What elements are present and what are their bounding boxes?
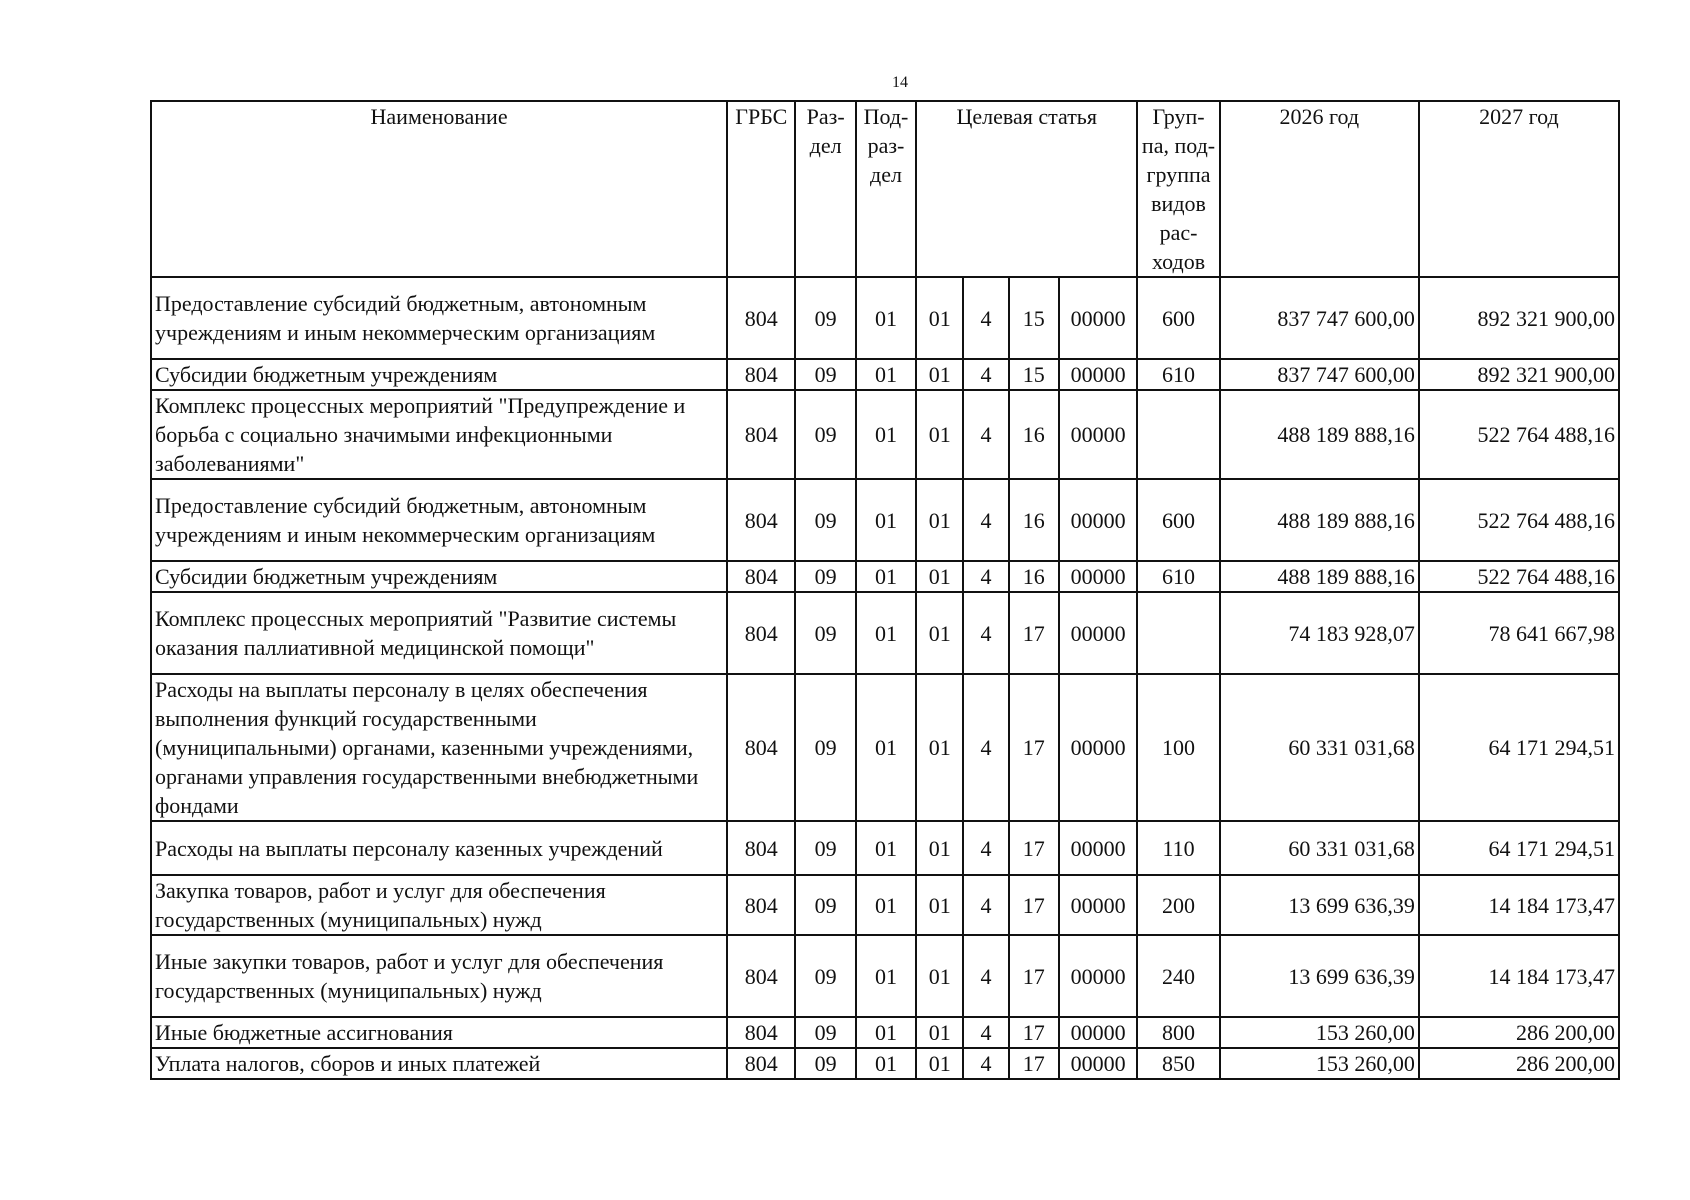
row-razdel: 09 — [795, 277, 855, 359]
row-target-program: 01 — [916, 674, 963, 821]
table-row — [151, 561, 1619, 592]
row-amount-2026: 488 189 888,16 — [1220, 561, 1419, 592]
header-grbs: ГРБС — [727, 101, 795, 277]
row-target-program: 01 — [916, 390, 963, 479]
budget-table — [150, 100, 1620, 1080]
row-razdel: 09 — [795, 479, 855, 561]
row-expense-group: 610 — [1137, 359, 1219, 390]
row-target-program: 01 — [916, 592, 963, 674]
row-razdel: 09 — [795, 1017, 855, 1048]
row-name: Иные закупки товаров, работ и услуг для обеспечения государственных (муниципальных) нужд — [151, 935, 727, 1017]
row-grbs: 804 — [727, 821, 795, 875]
row-podrazdel: 01 — [856, 592, 916, 674]
row-amount-2027: 286 200,00 — [1419, 1048, 1619, 1079]
row-amount-2027: 522 764 488,16 — [1419, 479, 1619, 561]
row-name: Иные бюджетные ассигнования — [151, 1017, 727, 1048]
row-podrazdel: 01 — [856, 277, 916, 359]
row-target-direction: 00000 — [1059, 1048, 1137, 1079]
row-target-direction: 00000 — [1059, 875, 1137, 935]
row-grbs: 804 — [727, 390, 795, 479]
row-podrazdel: 01 — [856, 935, 916, 1017]
row-target-complex: 15 — [1009, 359, 1059, 390]
table-row — [151, 359, 1619, 390]
row-target-program: 01 — [916, 277, 963, 359]
table-row — [151, 1017, 1619, 1048]
row-amount-2027: 78 641 667,98 — [1419, 592, 1619, 674]
row-target-direction: 00000 — [1059, 390, 1137, 479]
row-podrazdel: 01 — [856, 479, 916, 561]
row-grbs: 804 — [727, 935, 795, 1017]
row-grbs: 804 — [727, 1048, 795, 1079]
row-podrazdel: 01 — [856, 674, 916, 821]
row-podrazdel: 01 — [856, 1017, 916, 1048]
row-amount-2026: 60 331 031,68 — [1220, 821, 1419, 875]
row-grbs: 804 — [727, 875, 795, 935]
row-target-complex: 16 — [1009, 561, 1059, 592]
row-target-direction: 00000 — [1059, 592, 1137, 674]
row-expense-group: 200 — [1137, 875, 1219, 935]
header-year-2026: 2026 год — [1220, 101, 1419, 277]
row-expense-group: 800 — [1137, 1017, 1219, 1048]
header-razdel: Раз-дел — [795, 101, 855, 277]
row-amount-2026: 153 260,00 — [1220, 1017, 1419, 1048]
row-target-type: 4 — [963, 390, 1008, 479]
row-amount-2026: 13 699 636,39 — [1220, 875, 1419, 935]
row-amount-2026: 153 260,00 — [1220, 1048, 1419, 1079]
table-row — [151, 875, 1619, 935]
row-target-program: 01 — [916, 1048, 963, 1079]
row-target-type: 4 — [963, 1048, 1008, 1079]
row-target-complex: 17 — [1009, 1048, 1059, 1079]
row-grbs: 804 — [727, 561, 795, 592]
header-year-2027: 2027 год — [1419, 101, 1619, 277]
row-expense-group: 610 — [1137, 561, 1219, 592]
row-expense-group: 100 — [1137, 674, 1219, 821]
row-name: Предоставление субсидий бюджетным, автономным учреждениям и иным некоммерческим организациям — [151, 479, 727, 561]
row-razdel: 09 — [795, 674, 855, 821]
row-amount-2027: 14 184 173,47 — [1419, 875, 1619, 935]
row-podrazdel: 01 — [856, 1048, 916, 1079]
table-row — [151, 821, 1619, 875]
row-target-direction: 00000 — [1059, 479, 1137, 561]
row-amount-2026: 837 747 600,00 — [1220, 359, 1419, 390]
row-target-program: 01 — [916, 875, 963, 935]
row-expense-group: 600 — [1137, 277, 1219, 359]
row-amount-2026: 488 189 888,16 — [1220, 390, 1419, 479]
header-podrazdel: Под-раз-дел — [856, 101, 916, 277]
row-target-complex: 17 — [1009, 674, 1059, 821]
table-row — [151, 390, 1619, 479]
row-target-type: 4 — [963, 561, 1008, 592]
row-expense-group — [1137, 592, 1219, 674]
row-amount-2027: 64 171 294,51 — [1419, 674, 1619, 821]
row-amount-2026: 488 189 888,16 — [1220, 479, 1419, 561]
table-row — [151, 1048, 1619, 1079]
row-name: Субсидии бюджетным учреждениям — [151, 359, 727, 390]
row-grbs: 804 — [727, 277, 795, 359]
row-target-direction: 00000 — [1059, 359, 1137, 390]
row-target-type: 4 — [963, 592, 1008, 674]
row-name: Комплекс процессных мероприятий "Развитие системы оказания паллиативной медицинской помощи" — [151, 592, 727, 674]
row-target-complex: 17 — [1009, 592, 1059, 674]
page-number: 14 — [892, 74, 908, 91]
row-target-type: 4 — [963, 1017, 1008, 1048]
row-amount-2027: 522 764 488,16 — [1419, 561, 1619, 592]
header-expense-group: Груп-па, под-группа видов рас-ходов — [1137, 101, 1219, 277]
row-name: Уплата налогов, сборов и иных платежей — [151, 1048, 727, 1079]
row-target-complex: 15 — [1009, 277, 1059, 359]
table-row — [151, 935, 1619, 1017]
row-amount-2026: 60 331 031,68 — [1220, 674, 1419, 821]
row-grbs: 804 — [727, 674, 795, 821]
row-razdel: 09 — [795, 875, 855, 935]
row-podrazdel: 01 — [856, 390, 916, 479]
row-target-program: 01 — [916, 359, 963, 390]
row-amount-2027: 286 200,00 — [1419, 1017, 1619, 1048]
row-target-complex: 17 — [1009, 875, 1059, 935]
row-target-program: 01 — [916, 561, 963, 592]
row-podrazdel: 01 — [856, 875, 916, 935]
row-expense-group — [1137, 390, 1219, 479]
row-target-direction: 00000 — [1059, 674, 1137, 821]
row-name: Закупка товаров, работ и услуг для обеспечения государственных (муниципальных) нужд — [151, 875, 727, 935]
row-target-type: 4 — [963, 875, 1008, 935]
table-row — [151, 674, 1619, 821]
row-amount-2026: 837 747 600,00 — [1220, 277, 1419, 359]
row-target-program: 01 — [916, 821, 963, 875]
row-amount-2026: 13 699 636,39 — [1220, 935, 1419, 1017]
header-name: Наименование — [151, 101, 727, 277]
row-target-program: 01 — [916, 479, 963, 561]
row-target-program: 01 — [916, 1017, 963, 1048]
row-target-complex: 16 — [1009, 390, 1059, 479]
table-header-row — [151, 101, 1619, 277]
row-podrazdel: 01 — [856, 359, 916, 390]
row-target-complex: 17 — [1009, 935, 1059, 1017]
row-amount-2027: 892 321 900,00 — [1419, 359, 1619, 390]
row-razdel: 09 — [795, 592, 855, 674]
row-name: Субсидии бюджетным учреждениям — [151, 561, 727, 592]
row-amount-2026: 74 183 928,07 — [1220, 592, 1419, 674]
row-target-type: 4 — [963, 674, 1008, 821]
row-razdel: 09 — [795, 1048, 855, 1079]
row-razdel: 09 — [795, 821, 855, 875]
row-podrazdel: 01 — [856, 821, 916, 875]
header-target-article: Целевая статья — [916, 101, 1137, 277]
row-amount-2027: 64 171 294,51 — [1419, 821, 1619, 875]
row-target-complex: 17 — [1009, 821, 1059, 875]
row-expense-group: 240 — [1137, 935, 1219, 1017]
row-amount-2027: 522 764 488,16 — [1419, 390, 1619, 479]
row-razdel: 09 — [795, 561, 855, 592]
row-razdel: 09 — [795, 935, 855, 1017]
row-target-direction: 00000 — [1059, 935, 1137, 1017]
row-target-direction: 00000 — [1059, 821, 1137, 875]
row-amount-2027: 14 184 173,47 — [1419, 935, 1619, 1017]
row-target-direction: 00000 — [1059, 277, 1137, 359]
row-grbs: 804 — [727, 479, 795, 561]
row-target-type: 4 — [963, 935, 1008, 1017]
row-expense-group: 850 — [1137, 1048, 1219, 1079]
row-name: Комплекс процессных мероприятий "Предупреждение и борьба с социально значимыми инфекционными заболеваниями" — [151, 390, 727, 479]
row-name: Расходы на выплаты персоналу казенных учреждений — [151, 821, 727, 875]
row-target-type: 4 — [963, 821, 1008, 875]
row-grbs: 804 — [727, 592, 795, 674]
table-row — [151, 277, 1619, 359]
row-name: Расходы на выплаты персоналу в целях обеспечения выполнения функций государственными (муниципальными) органами, казенными учреждениями, органами управления государственными внебюджетными фондами — [151, 674, 727, 821]
row-target-complex: 17 — [1009, 1017, 1059, 1048]
row-target-type: 4 — [963, 479, 1008, 561]
table-row — [151, 479, 1619, 561]
table-row — [151, 592, 1619, 674]
row-name: Предоставление субсидий бюджетным, автономным учреждениям и иным некоммерческим организациям — [151, 277, 727, 359]
row-podrazdel: 01 — [856, 561, 916, 592]
row-target-program: 01 — [916, 935, 963, 1017]
row-grbs: 804 — [727, 1017, 795, 1048]
row-grbs: 804 — [727, 359, 795, 390]
row-target-direction: 00000 — [1059, 1017, 1137, 1048]
row-target-direction: 00000 — [1059, 561, 1137, 592]
row-target-complex: 16 — [1009, 479, 1059, 561]
row-expense-group: 600 — [1137, 479, 1219, 561]
row-razdel: 09 — [795, 359, 855, 390]
row-razdel: 09 — [795, 390, 855, 479]
row-expense-group: 110 — [1137, 821, 1219, 875]
row-target-type: 4 — [963, 277, 1008, 359]
row-target-type: 4 — [963, 359, 1008, 390]
row-amount-2027: 892 321 900,00 — [1419, 277, 1619, 359]
